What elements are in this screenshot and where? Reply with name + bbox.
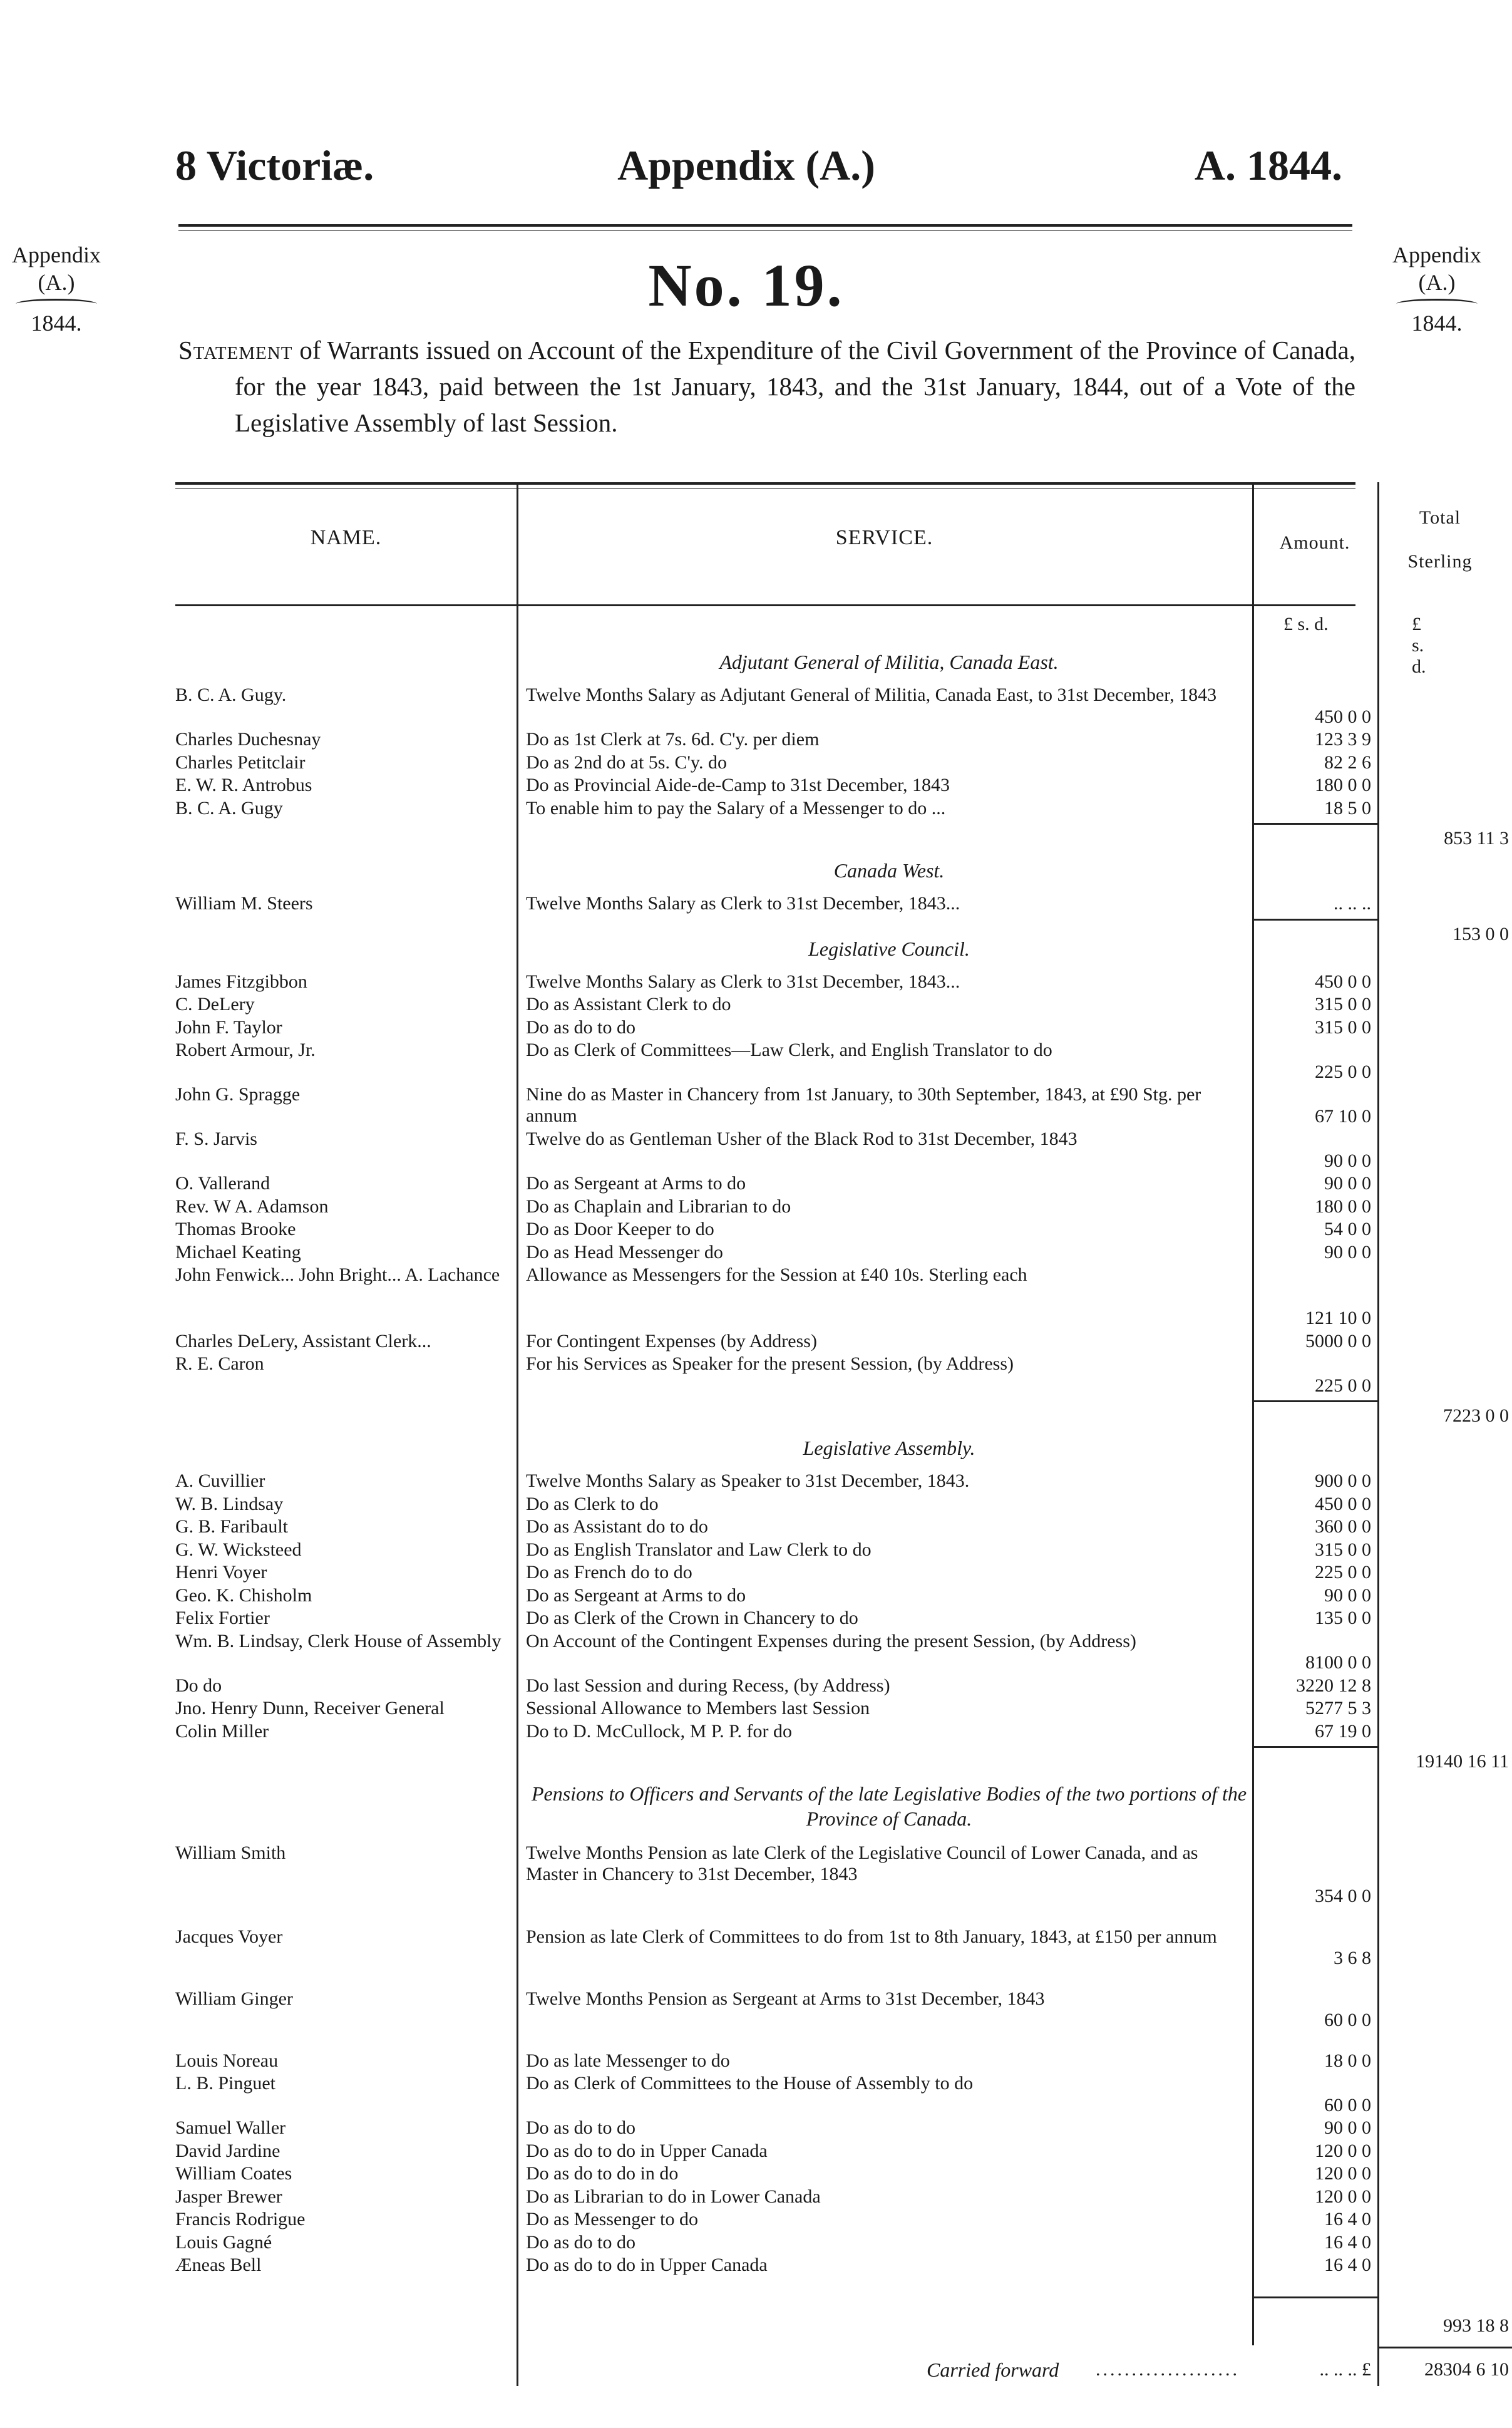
row-service: Do as do to do in do xyxy=(526,2163,679,2184)
section-heading: Canada West. xyxy=(833,859,945,882)
table-row xyxy=(175,1562,1371,1584)
row-amount: 120 0 0 xyxy=(1315,2140,1371,2161)
row-name: Henri Voyer xyxy=(175,1562,267,1583)
row-service: Do as Door Keeper to do xyxy=(526,1219,714,1239)
row-amount: .. .. .. xyxy=(1334,893,1371,914)
row-name: Charles Duchesnay xyxy=(175,729,321,750)
table-row xyxy=(175,775,1371,797)
header-center: Appendix (A.) xyxy=(617,142,875,189)
row-name: Æneas Bell xyxy=(175,2255,262,2275)
table-row xyxy=(175,1988,1371,2032)
row-amount: 16 4 0 xyxy=(1324,2209,1371,2229)
table-row xyxy=(175,994,1371,1016)
table-row xyxy=(175,1493,1371,1516)
table-row xyxy=(175,2050,1371,2072)
row-service: For Contingent Expenses (by Address) xyxy=(526,1330,817,1351)
row-name: B. C. A. Gugy. xyxy=(175,684,287,705)
table-top-rule xyxy=(175,482,1355,485)
row-name: Felix Fortier xyxy=(175,1608,270,1628)
col-header-name: NAME. xyxy=(310,526,382,549)
carried-rule xyxy=(1377,2347,1512,2348)
row-name: David Jardine xyxy=(175,2140,280,2161)
table-row xyxy=(175,797,1509,849)
row-name: John F. Taylor xyxy=(175,1016,282,1038)
row-name: L. B. Pinguet xyxy=(175,2073,276,2094)
row-service: Do as Assistant Clerk to do xyxy=(526,994,731,1015)
margin-label: Appendix xyxy=(12,242,101,267)
row-name: Jasper Brewer xyxy=(175,2186,282,2207)
row-name: John G. Spragge xyxy=(175,1084,301,1105)
row-total: 19140 16 11 xyxy=(1416,1751,1509,1772)
carried-forward-amount: .. .. .. £ xyxy=(1319,2358,1371,2380)
row-service: Twelve Months Salary as Clerk to 31st December, 1843... xyxy=(526,971,960,992)
row-amount: 225 0 0 xyxy=(1315,1061,1371,1082)
row-service: Do as Provincial Aide-de-Camp to 31st December, 1843 xyxy=(526,775,950,795)
row-name: G. W. Wicksteed xyxy=(175,1539,302,1560)
row-amount: 225 0 0 xyxy=(1315,1562,1371,1583)
row-name: William M. Steers xyxy=(175,893,313,914)
header-rule-thin xyxy=(178,230,1352,231)
row-service: Do as Chaplain and Librarian to do xyxy=(526,1196,791,1217)
table-row xyxy=(175,2231,1371,2254)
table-row xyxy=(175,1016,1371,1039)
row-amount: 180 0 0 xyxy=(1315,1196,1371,1217)
row-service: Do as Messenger to do xyxy=(526,2209,698,2229)
col-header-amount: Amount. xyxy=(1279,532,1350,553)
row-total: 7223 0 0 xyxy=(1443,1405,1509,1426)
row-name: Do do xyxy=(175,1675,222,1696)
row-service: Do as do to do xyxy=(526,2117,635,2138)
row-service: Do as do to do xyxy=(526,2231,635,2253)
row-service: Do last Session and during Recess, (by Address) xyxy=(526,1675,890,1696)
section-heading: Legislative Assembly. xyxy=(803,1437,975,1459)
row-amount: 67 10 0 xyxy=(1315,1105,1371,1127)
row-name: James Fitzgibbon xyxy=(175,971,307,992)
row-amount: 67 19 0 xyxy=(1315,1720,1371,1742)
table-row xyxy=(175,1720,1509,1772)
row-name: W. B. Lindsay xyxy=(175,1493,284,1514)
row-service: Do as English Translator and Law Clerk to do xyxy=(526,1539,872,1560)
row-amount: 8100 0 0 xyxy=(1305,1652,1371,1673)
amount-subtotal-rule xyxy=(1252,1746,1377,1748)
units-amount: £ s. d. xyxy=(1283,614,1329,634)
margin-year: 1844. xyxy=(1411,311,1463,336)
row-service: For his Services as Speaker for the present Session, (by Address) xyxy=(526,1353,1014,1374)
row-name: Jacques Voyer xyxy=(175,1926,283,1947)
row-service: Do as 1st Clerk at 7s. 6d. C'y. per diem xyxy=(526,729,820,750)
table-row xyxy=(175,1173,1371,1195)
row-amount: 354 0 0 xyxy=(1315,1886,1371,1906)
row-amount: 315 0 0 xyxy=(1315,1016,1371,1038)
table-row xyxy=(175,1330,1371,1353)
carried-forward-label: Carried forward xyxy=(927,2358,1059,2381)
table-row xyxy=(175,1129,1371,1172)
row-name: O. Vallerand xyxy=(175,1173,270,1194)
table-row xyxy=(175,752,1371,774)
row-service: Do as Sergeant at Arms to do xyxy=(526,1584,746,1606)
row-name: Robert Armour, Jr. xyxy=(175,1040,316,1060)
table-row xyxy=(175,1926,1371,1970)
row-amount: 120 0 0 xyxy=(1315,2186,1371,2207)
row-total: 153 0 0 xyxy=(1453,923,1509,944)
row-service: Do as Head Messenger do xyxy=(526,1241,723,1263)
table-row xyxy=(175,893,1509,944)
table-row xyxy=(175,2209,1371,2231)
row-name: William Coates xyxy=(175,2163,292,2184)
table-row xyxy=(175,2163,1371,2185)
table-row xyxy=(175,1698,1371,1720)
row-name: F. S. Jarvis xyxy=(175,1129,257,1149)
table-row xyxy=(175,1608,1371,1630)
table-row xyxy=(175,1040,1371,1083)
section-heading: Adjutant General of Militia, Canada East. xyxy=(719,651,1059,673)
warrants-table xyxy=(175,482,1509,2386)
table-row xyxy=(175,971,1371,993)
row-amount: 16 4 0 xyxy=(1324,2255,1371,2275)
row-amount: 18 5 0 xyxy=(1324,797,1371,819)
row-amount: 82 2 6 xyxy=(1324,752,1371,773)
row-name: Thomas Brooke xyxy=(175,1219,296,1239)
row-service: Twelve Months Pension as late Clerk of the Legislative Council of Lower Canada, and as Master in Chancery to 31st December, 1843 xyxy=(526,1842,1198,1884)
row-amount: 450 0 0 xyxy=(1315,706,1371,727)
row-name: G. B. Faribault xyxy=(175,1516,288,1537)
row-amount: 135 0 0 xyxy=(1315,1608,1371,1628)
table-row xyxy=(175,1241,1371,1264)
col-header-service: SERVICE. xyxy=(835,526,933,549)
row-name: Charles DeLery, Assistant Clerk... xyxy=(175,1330,431,1351)
row-amount: 18 0 0 xyxy=(1324,2050,1371,2071)
row-service: Do as late Messenger to do xyxy=(526,2050,730,2071)
row-service: Nine do as Master in Chancery from 1st January, to 30th September, 1843, at £90 Stg. per annum xyxy=(526,1084,1201,1126)
table-row xyxy=(175,2073,1371,2116)
row-total: 853 11 3 xyxy=(1444,828,1509,849)
row-service: Twelve Months Salary as Adjutant General of Militia, Canada East, to 31st December, 1843 xyxy=(526,684,1217,705)
row-name: Charles Petitclair xyxy=(175,752,306,773)
row-service: Do as Sergeant at Arms to do xyxy=(526,1173,746,1194)
row-name: Colin Miller xyxy=(175,1720,269,1742)
row-name: Francis Rodrigue xyxy=(175,2209,306,2229)
row-amount: 5277 5 3 xyxy=(1305,1698,1371,1718)
document-number: No. 19. xyxy=(648,252,845,319)
row-name: William Smith xyxy=(175,1842,286,1863)
table-row xyxy=(175,2140,1371,2162)
row-name: Michael Keating xyxy=(175,1241,301,1263)
row-amount: 90 0 0 xyxy=(1324,1584,1371,1606)
carried-forward-total: 28304 6 10 xyxy=(1424,2358,1509,2380)
row-service: Do as 2nd do at 5s. C'y. do xyxy=(526,752,727,773)
row-service: Do as do to do in Upper Canada xyxy=(526,2255,768,2275)
table-row xyxy=(175,2186,1371,2208)
row-service: Twelve Months Pension as Sergeant at Arms to 31st December, 1843 xyxy=(526,1988,1045,2009)
table-row xyxy=(175,1196,1371,1218)
header-rule xyxy=(178,224,1352,227)
row-service: On Account of the Contingent Expenses during the present Session, (by Address) xyxy=(526,1630,1136,1651)
row-amount: 54 0 0 xyxy=(1324,1219,1371,1239)
row-amount: 450 0 0 xyxy=(1315,1493,1371,1514)
table-row xyxy=(175,1219,1371,1241)
margin-label: Appendix xyxy=(1392,242,1481,267)
row-name: E. W. R. Antrobus xyxy=(175,775,312,795)
header-right: A. 1844. xyxy=(1194,142,1342,189)
row-amount: 3 6 8 xyxy=(1334,1948,1371,1968)
table-row xyxy=(175,2255,1371,2276)
row-name: B. C. A. Gugy xyxy=(175,797,283,819)
table-row xyxy=(175,1630,1371,1674)
col-divider-amount xyxy=(1377,482,1379,2386)
section-heading: Pensions to Officers and Servants of the late Legislative Bodies of the two portions of the Province of Canada. xyxy=(531,1782,1247,1830)
row-amount: 5000 0 0 xyxy=(1305,1330,1371,1351)
row-amount: 315 0 0 xyxy=(1315,1539,1371,1560)
intro-lead: Statement xyxy=(178,336,293,364)
row-service: Pension as late Clerk of Committees to do from 1st to 8th January, 1843, at £150 per annum xyxy=(526,1926,1217,1947)
table-row xyxy=(175,1584,1371,1607)
row-service: Do as French do to do xyxy=(526,1562,692,1583)
row-service: Do as Librarian to do in Lower Canada xyxy=(526,2186,821,2207)
table-row xyxy=(175,684,1371,728)
col-header-total: Total xyxy=(1419,507,1461,528)
row-name: William Ginger xyxy=(175,1988,293,2009)
row-name: A. Cuvillier xyxy=(175,1470,265,1491)
table-row xyxy=(175,1516,1371,1538)
row-amount: 90 0 0 xyxy=(1324,1150,1371,1171)
row-amount: 360 0 0 xyxy=(1315,1516,1371,1537)
table-row xyxy=(175,729,1371,751)
row-service: Do to D. McCullock, M P. P. for do xyxy=(526,1720,793,1742)
row-amount: 120 0 0 xyxy=(1315,2163,1371,2184)
row-amount: 90 0 0 xyxy=(1324,2117,1371,2138)
row-amount: 90 0 0 xyxy=(1324,1173,1371,1194)
row-name: Geo. K. Chisholm xyxy=(175,1584,312,1606)
row-name: R. E. Caron xyxy=(175,1353,264,1374)
margin-year: 1844. xyxy=(31,311,82,336)
table-row xyxy=(175,1470,1371,1492)
row-service: Do as do to do xyxy=(526,1016,635,1038)
row-name: John Fenwick... John Bright... A. Lachance xyxy=(175,1264,500,1285)
table-row xyxy=(175,1353,1509,1426)
header-left: 8 Victoriæ. xyxy=(175,142,374,189)
margin-sub: (A.) xyxy=(1418,270,1456,295)
row-amount: 60 0 0 xyxy=(1324,2094,1371,2115)
table-row xyxy=(175,1264,1371,1330)
amount-subtotal-rule xyxy=(1252,1400,1377,1402)
row-amount: 3220 12 8 xyxy=(1296,1675,1371,1696)
row-name: C. DeLery xyxy=(175,994,255,1015)
row-amount: 450 0 0 xyxy=(1315,971,1371,992)
row-service: Do as Clerk to do xyxy=(526,1493,659,1514)
row-name: Louis Noreau xyxy=(175,2050,279,2071)
section-heading: Legislative Council. xyxy=(808,937,970,960)
table-row xyxy=(175,1084,1371,1127)
table-row xyxy=(175,2117,1371,2139)
units-total: £ s. d. xyxy=(1412,614,1426,677)
margin-sub: (A.) xyxy=(38,270,75,295)
amount-subtotal-rule xyxy=(1252,823,1377,825)
row-name: Wm. B. Lindsay, Clerk House of Assembly xyxy=(175,1630,501,1651)
row-service: Do as Assistant do to do xyxy=(526,1516,708,1537)
row-name: Rev. W A. Adamson xyxy=(175,1196,329,1217)
row-service: Twelve do as Gentleman Usher of the Black Rod to 31st December, 1843 xyxy=(526,1129,1077,1149)
row-service: Do as do to do in Upper Canada xyxy=(526,2140,768,2161)
statement-intro xyxy=(178,332,1355,441)
table-top-rule-thin xyxy=(175,488,1355,489)
row-service: Allowance as Messengers for the Session at £40 10s. Sterling each xyxy=(526,1264,1027,1285)
pension-subtotal-rule xyxy=(1252,2296,1377,2298)
row-name: Samuel Waller xyxy=(175,2117,286,2138)
row-service: Do as Clerk of Committees—Law Clerk, and English Translator to do xyxy=(526,1040,1052,1060)
row-service: Do as Clerk of Committees to the House of Assembly to do xyxy=(526,2073,974,2094)
row-service: Sessional Allowance to Members last Session xyxy=(526,1698,870,1718)
row-service: Do as Clerk of the Crown in Chancery to do xyxy=(526,1608,858,1628)
amount-subtotal-rule xyxy=(1252,919,1377,921)
row-amount: 225 0 0 xyxy=(1315,1375,1371,1396)
table-row xyxy=(175,1675,1371,1697)
col-header-sterling: Sterling xyxy=(1407,551,1473,572)
row-amount: 16 4 0 xyxy=(1324,2231,1371,2253)
table-row xyxy=(175,1539,1371,1561)
carried-forward-leader: .................... xyxy=(1096,2358,1240,2380)
header-bottom-rule xyxy=(175,604,1355,606)
row-amount: 180 0 0 xyxy=(1315,775,1371,795)
row-service: To enable him to pay the Salary of a Messenger to do ... xyxy=(526,797,946,819)
row-name: Jno. Henry Dunn, Receiver General xyxy=(175,1698,445,1718)
row-amount: 60 0 0 xyxy=(1324,2010,1371,2030)
row-amount: 900 0 0 xyxy=(1315,1470,1371,1491)
row-amount: 121 10 0 xyxy=(1305,1308,1371,1328)
subtotal-value: 993 18 8 xyxy=(1443,2315,1509,2336)
row-amount: 123 3 9 xyxy=(1315,729,1371,750)
row-service: Twelve Months Salary as Speaker to 31st December, 1843. xyxy=(526,1470,970,1491)
row-amount: 90 0 0 xyxy=(1324,1241,1371,1263)
table-row xyxy=(175,1842,1371,1908)
row-amount: 315 0 0 xyxy=(1315,994,1371,1015)
intro-text: of Warrants issued on Account of the Expenditure of the Civil Government of the Province of Canada, for the year 1843, paid between the 1st January, 1843, and the 31st January, 1844, out of a Vote of the Legislative Assembly of last Session. xyxy=(235,336,1355,437)
row-service: Twelve Months Salary as Clerk to 31st December, 1843... xyxy=(526,893,960,914)
row-name: Louis Gagné xyxy=(175,2231,272,2253)
